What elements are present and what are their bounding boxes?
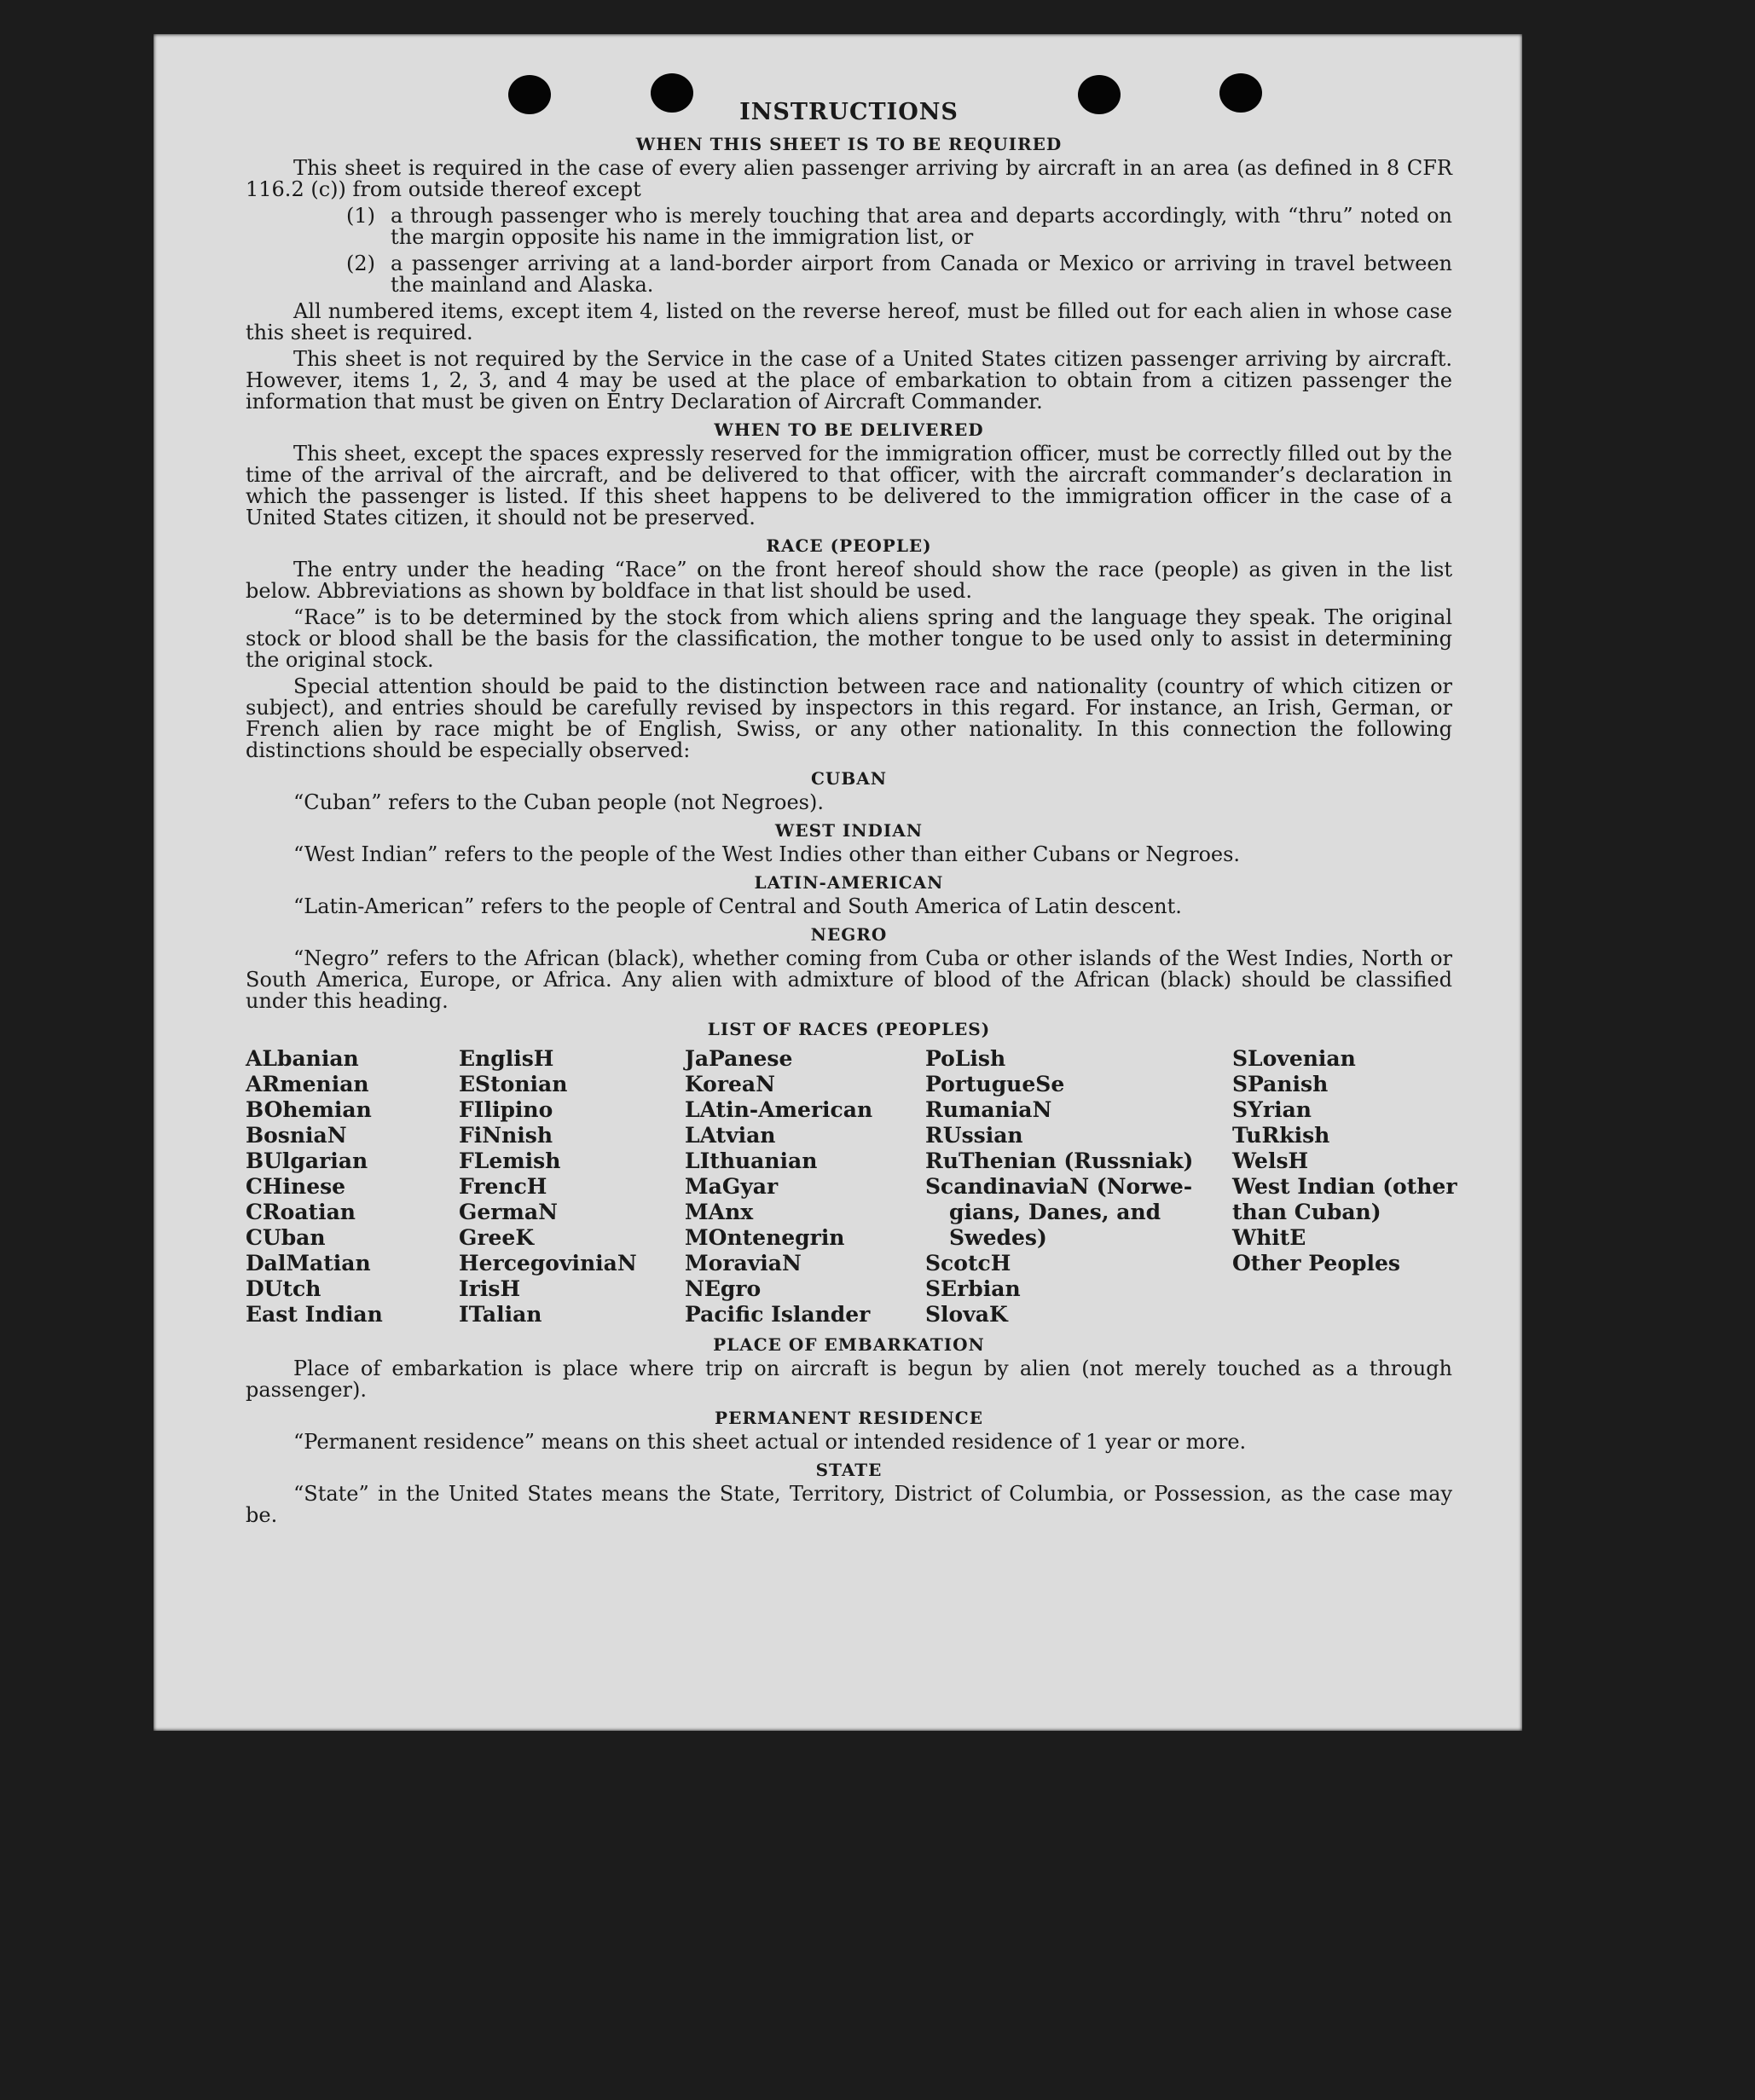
race-entry: RumaniaN — [925, 1097, 1052, 1122]
delivered-paragraph: This sheet, except the spaces expressly reserved for the immigration officer, must be correctly filled out by the time of the arrival of the aircraft, and be delivered to that officer, with the aircraft commander’s declaration in which the passenger is listed. If this sheet happens to be delivered to the immigration officer in the case of a United States citizen, it should not be preserved. — [246, 442, 1452, 529]
race-entry: WelsH — [1232, 1148, 1309, 1173]
race-entry: GermaN — [459, 1200, 558, 1224]
race-entry: PoLish — [925, 1046, 1006, 1071]
required-intro: This sheet is required in the case of every alien passenger arriving by aircraft in an area (as defined in 8 CFR 116.2 (c)) from outside thereof except — [246, 156, 1452, 201]
race-entry: ALbanian — [246, 1046, 359, 1071]
race-entry: CRoatian — [246, 1200, 356, 1224]
race-entry: NEgro — [685, 1276, 762, 1301]
race-entry: MoraviaN — [685, 1251, 802, 1276]
race-entry: ARmenian — [246, 1072, 369, 1096]
document-sheet — [153, 34, 1522, 1731]
race-entry: FrencH — [459, 1174, 547, 1199]
section-heading-cuban: CUBAN — [810, 768, 888, 789]
race-entry: WhitE — [1232, 1225, 1306, 1250]
races-list — [246, 1046, 1457, 1328]
item-text: a passenger arriving at a land-border airport from Canada or Mexico or arriving in travel between the mainland and Alaska. — [391, 252, 1452, 297]
races-column-2 — [459, 1046, 685, 1328]
required-paragraph-2: All numbered items, except item 4, listed on the reverse hereof, must be filled out for each alien in whose case this sheet is required. — [246, 299, 1452, 344]
exception-item — [346, 253, 1452, 296]
page-title: INSTRUCTIONS — [739, 99, 959, 125]
race-entry: KoreaN — [685, 1072, 775, 1096]
race-entry: HercegoviniaN — [459, 1251, 637, 1276]
race-entry: SPanish — [1232, 1072, 1329, 1096]
race-entry: FiNnish — [459, 1123, 553, 1148]
race-entry: gians, Danes, and — [949, 1200, 1161, 1224]
race-entry: BosniaN — [246, 1123, 347, 1148]
race-entry: MaGyar — [685, 1174, 779, 1199]
race-entry: LIthuanian — [685, 1148, 818, 1173]
race-entry: SLovenian — [1232, 1046, 1356, 1071]
race-paragraph-1: The entry under the heading “Race” on the front hereof should show the race (people) as given in the list below. Abbreviations as shown by boldface in that list should be used. — [246, 558, 1452, 603]
race-entry: CHinese — [246, 1174, 346, 1199]
race-entry: Other Peoples — [1232, 1251, 1400, 1276]
section-heading-embarkation: PLACE OF EMBARKATION — [713, 1334, 985, 1355]
race-entry: DalMatian — [246, 1251, 371, 1276]
race-entry: IrisH — [459, 1276, 521, 1301]
section-heading-negro: NEGRO — [810, 924, 888, 945]
cuban-paragraph: “Cuban” refers to the Cuban people (not Negroes). — [293, 790, 824, 814]
section-heading-delivered: WHEN TO BE DELIVERED — [714, 419, 984, 440]
race-entry: EnglisH — [459, 1046, 554, 1071]
item-number: (1) — [346, 204, 375, 228]
race-entry: ScandinaviaN (Norwe- — [925, 1174, 1193, 1199]
race-entry: SlovaK — [925, 1302, 1008, 1327]
race-entry: DUtch — [246, 1276, 321, 1301]
race-entry: MAnx — [685, 1200, 754, 1224]
section-heading-races-list: LIST OF RACES (PEOPLES) — [707, 1019, 991, 1039]
section-heading-state: STATE — [815, 1460, 883, 1480]
item-text: a through passenger who is merely touching that area and departs accordingly, with “thru” noted on the margin opposite his name in the immigration list, or — [391, 204, 1452, 249]
race-entry: BOhemian — [246, 1097, 372, 1122]
race-entry: JaPanese — [685, 1046, 793, 1071]
race-entry: West Indian (other — [1232, 1174, 1457, 1199]
race-entry: ScotcH — [925, 1251, 1011, 1276]
race-entry: ITalian — [459, 1302, 542, 1327]
races-column-5 — [1232, 1046, 1457, 1328]
race-entry: GreeK — [459, 1225, 535, 1250]
section-heading-race: RACE (PEOPLE) — [766, 535, 932, 556]
west-indian-paragraph: “West Indian” refers to the people of the West Indies other than either Cubans or Negroes. — [293, 842, 1241, 866]
race-paragraph-3: Special attention should be paid to the distinction between race and nationality (country of which citizen or subject), and entries should be carefully revised by inspectors in this regard. For instance, an Irish, German, or French alien by race might be of English, Swiss, or any other nationality. In this connection the following distinctions should be especially observed: — [246, 674, 1452, 762]
section-heading-residence: PERMANENT RESIDENCE — [715, 1408, 983, 1428]
race-entry: Pacific Islander — [685, 1302, 871, 1327]
race-entry: LAtvian — [685, 1123, 776, 1148]
race-entry: SErbian — [925, 1276, 1021, 1301]
race-entry: EStonian — [459, 1072, 568, 1096]
state-paragraph: “State” in the United States means the State, Territory, District of Columbia, or Possession, as the case may be. — [246, 1482, 1452, 1527]
race-entry: TuRkish — [1232, 1123, 1330, 1148]
section-heading-latin-american: LATIN-AMERICAN — [754, 872, 944, 893]
race-entry: RuThenian (Russniak) — [925, 1148, 1194, 1173]
race-entry: LAtin-American — [685, 1097, 873, 1122]
item-number: (2) — [346, 252, 375, 275]
races-column-4 — [925, 1046, 1232, 1328]
section-heading-west-indian: WEST INDIAN — [774, 820, 924, 841]
race-entry: FIlipino — [459, 1097, 553, 1122]
race-entry: FLemish — [459, 1148, 561, 1173]
race-entry: MOntenegrin — [685, 1225, 845, 1250]
embarkation-paragraph: Place of embarkation is place where trip on aircraft is begun by alien (not merely touched as a through passenger). — [246, 1357, 1452, 1402]
document-content — [246, 98, 1457, 1531]
race-entry: CUban — [246, 1225, 326, 1250]
race-entry: PortugueSe — [925, 1072, 1065, 1096]
required-paragraph-3: This sheet is not required by the Service in the case of a United States citizen passenger arriving by aircraft. However, items 1, 2, 3, and 4 may be used at the place of embarkation to obtain from a citizen passenger the information that must be given on Entry Declaration of Aircraft Commander. — [246, 347, 1452, 414]
races-column-3 — [685, 1046, 925, 1328]
race-paragraph-2: “Race” is to be determined by the stock from which aliens spring and the language they speak. The original stock or blood shall be the basis for the classification, the mother tongue to be used only to assist in determining the original stock. — [246, 605, 1452, 672]
latin-american-paragraph: “Latin-American” refers to the people of Central and South America of Latin descent. — [293, 894, 1182, 918]
negro-paragraph: “Negro” refers to the African (black), whether coming from Cuba or other islands of the West Indies, North or South America, Europe, or Africa. Any alien with admixture of blood of the African (black) should be classified under this heading. — [246, 946, 1452, 1013]
races-column-1 — [246, 1046, 459, 1328]
residence-paragraph: “Permanent residence” means on this sheet actual or intended residence of 1 year or more. — [293, 1430, 1247, 1454]
exception-item — [346, 205, 1452, 248]
race-entry: than Cuban) — [1232, 1200, 1381, 1224]
section-heading-required: WHEN THIS SHEET IS TO BE REQUIRED — [635, 134, 1063, 154]
race-entry: Swedes) — [949, 1225, 1047, 1250]
race-entry: BUlgarian — [246, 1148, 368, 1173]
race-entry: East Indian — [246, 1302, 383, 1327]
race-entry: RUssian — [925, 1123, 1023, 1148]
race-entry: SYrian — [1232, 1097, 1312, 1122]
